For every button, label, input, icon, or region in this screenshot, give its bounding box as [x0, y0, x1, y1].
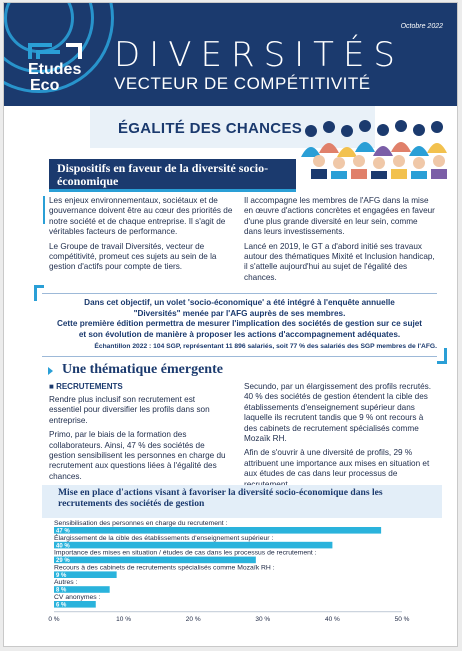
kicker-label: RECRUTEMENTS [56, 382, 123, 391]
chart-title: Mise en place d'actions visant à favoriser la diversité socio-économique dans les recrutements des sociétés de gestion [58, 487, 383, 509]
bar-category-label: Élargissement de la cible des établissements d'enseignement supérieur : [54, 534, 274, 542]
paragraph: Secundo, par un élargissement des profils recrutés. 40 % des sociétés de gestion étendent la cible des établissements d'enseignement supérieur dans laquelle ils recrutent tandis que 9 % ont recours à des cabinets de recrutement spécialisés comme Mozaïk RH. [244, 382, 432, 444]
bar [54, 557, 256, 564]
paragraph: Lancé en 2019, le GT a d'abord initié ses travaux autour des thématiques Mixité et Inclusion handicap, il s'attelle aujourd'hui au sujet de l'égalité des chances. [244, 241, 435, 282]
thematique-heading: Une thématique émergente [62, 362, 223, 377]
header-banner [4, 3, 458, 106]
thematique-right-column [244, 382, 436, 494]
x-tick-label: 50 % [394, 615, 410, 623]
etudes-eco-logo [20, 39, 106, 99]
bar-category-label: CV anonymes : [54, 594, 101, 601]
dispositifs-title: Dispositifs en faveur de la diversité socio-économique [57, 161, 269, 188]
bar-value-label: 8 % [56, 587, 67, 594]
recruitment-actions-chart [42, 485, 442, 625]
document-page [3, 2, 458, 647]
callout-line: et son évolution de manière à proposer les actions d'accompagnement adéquates. [78, 329, 401, 339]
paragraph: Le Groupe de travail Diversités, vecteur de compétitivité, promeut ces sujets au sein de la gestion d'actifs pour compte de tiers. [49, 241, 217, 272]
bar-category-label: Importance des mises en situation / études de cas dans les processus de recrutement : [54, 549, 317, 557]
bar-category-label: Sensibilisation des personnes en charge du recrutement : [54, 520, 228, 527]
x-tick-label: 20 % [185, 615, 201, 623]
dispositifs-right-column [244, 196, 436, 287]
crowd-illustration-icon [299, 117, 457, 179]
bar-chart-svg [42, 485, 442, 625]
paragraph: Les enjeux environnementaux, sociétaux et de gouvernance doivent être au cœur des priorités de notre société et de chaque entreprise. Il s'agit de véritables facteurs de performance. [49, 196, 233, 237]
bar-value-label: 47 % [56, 528, 70, 535]
x-tick-label: 0 % [48, 615, 60, 623]
bar-value-label: 6 % [56, 602, 67, 609]
callout-line: Cette première édition permettra de mesurer l'implication des sociétés de gestion sur ce sujet [56, 319, 423, 329]
callout-text [42, 298, 437, 340]
bar-category-label: Autres : [54, 579, 78, 587]
bar [54, 542, 332, 549]
paragraph: Rendre plus inclusif son recrutement est essentiel pour diversifier les profils dans son entreprise. [49, 395, 210, 425]
x-tick-label: 40 % [324, 615, 340, 623]
publication-date: Octobre 2022 [400, 23, 443, 30]
x-tick-label: 30 % [255, 615, 271, 623]
paragraph: Il accompagne les membres de l'AFG dans la mise en œuvre d'actions concrètes et engagées en faveur d'une plus grande diversité en leur sein, comme dans leurs investissements. [244, 196, 435, 237]
callout-line: Dans cet objectif, un volet 'socio-économique' a été intégré à l'enquête annuelle [84, 298, 395, 307]
bar [54, 527, 381, 534]
bar-value-label: 40 % [56, 543, 70, 550]
x-tick-label: 10 % [116, 615, 132, 623]
callout-corner [437, 348, 447, 364]
page-subtitle: VECTEUR DE COMPÉTITIVITÉ [114, 74, 371, 93]
bar-value-label: 9 % [56, 572, 67, 579]
dispositifs-left-column [49, 196, 234, 277]
recrutements-kicker: ■ RECRUTEMENTS [49, 382, 123, 391]
page-title: DIVERSITÉS [114, 35, 405, 75]
paragraph: Primo, par le biais de la formation des collaborateurs. Ainsi, 47 % des sociétés de gestion sensibilisent les personnes en charge du recrutement aux questions liées à l'égalité des chances. [49, 430, 226, 481]
dispositifs-title-box [49, 159, 296, 192]
accent-bar [43, 196, 45, 224]
paragraph: Afin de s'ouvrir à une diversité de profils, 29 % attribuent une importance aux mises en situation et aux études de cas dans leur processus de [244, 448, 430, 479]
logo-text-eco: Eco [30, 77, 60, 94]
heading-marker-icon [48, 367, 53, 375]
bar-category-label: Recours à des cabinets de recrutements spécialisés comme Mozaïk RH : [54, 564, 275, 572]
callout-line: "Diversités" menée par l'AFG auprès de ses membres. [133, 308, 346, 318]
section-heading: ÉGALITÉ DES CHANCES [118, 120, 303, 137]
thematique-left-column [49, 395, 229, 486]
callout-box [42, 293, 437, 357]
bar-value-label: 29 % [56, 558, 70, 565]
logo-text-etudes: Etudes [28, 61, 82, 78]
sample-note: Échantillon 2022 : 104 SGP, représentant 11 896 salariés, soit 77 % des salariés des SGP membres de l'AFG. [94, 343, 437, 350]
